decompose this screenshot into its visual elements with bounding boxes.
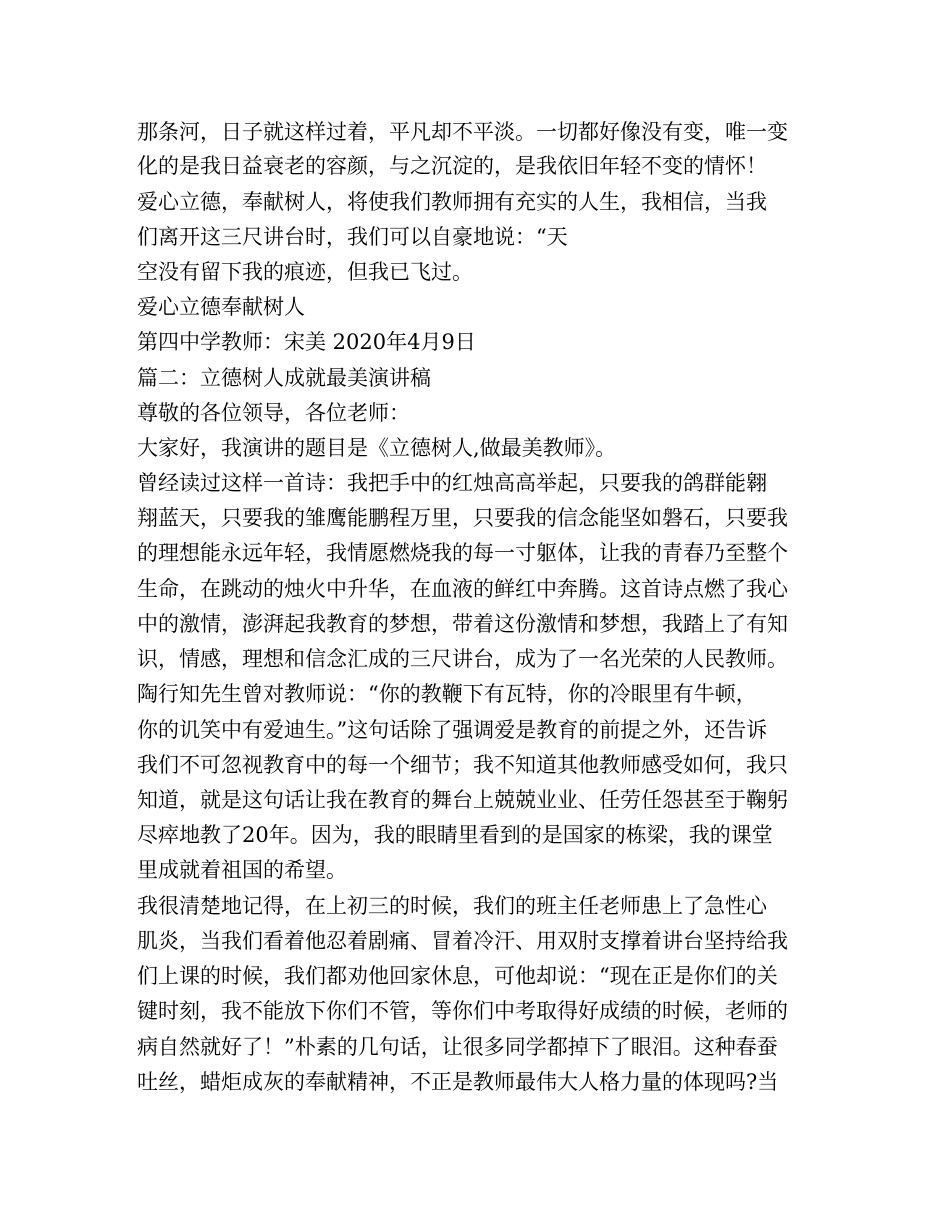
- text-line: 你的讥笑中有爱迪生。”这句话除了强调爱是教育的前提之外，还告诉: [137, 718, 768, 742]
- signature-title: 爱心立德奉献树人: [137, 295, 305, 319]
- text-line: 知道，就是这句话让我在教育的舞台上兢兢业业、任劳任怨甚至于鞠躬: [137, 788, 788, 812]
- text-line: 中的激情，澎湃起我教育的梦想，带着这份激情和梦想，我踏上了有知: [137, 612, 788, 636]
- text-line: 吐丝，蜡炬成灰的奉献精神，不正是教师最伟大人格力量的体现吗?当: [137, 1070, 779, 1094]
- text-line: 的理想能永远年轻，我情愿燃烧我的每一寸躯体，让我的青春乃至整个: [137, 541, 788, 565]
- text-line: 空没有留下我的痕迹，但我已飞过。: [137, 260, 473, 284]
- signature-author-date: 第四中学教师：宋美 2020年4月9日: [137, 330, 476, 354]
- text-line: 那条河，日子就这样过着，平凡却不平淡。一切都好像没有变，唯一变: [137, 120, 788, 144]
- text-line: 识，情感，理想和信念汇成的三尺讲台，成为了一名光荣的人民教师。: [137, 647, 788, 671]
- salutation: 尊敬的各位领导，各位老师：: [137, 401, 410, 425]
- text-line: 键时刻，我不能放下你们不管，等你们中考取得好成绩的时候，老师的: [137, 999, 788, 1023]
- text-line: 我很清楚地记得，在上初三的时候，我们的班主任老师患上了急性心: [137, 894, 767, 918]
- section-heading: 篇二：立德树人成就最美演讲稿: [137, 366, 431, 390]
- text-line: 化的是我日益衰老的容颜，与之沉淀的，是我依旧年轻不变的情怀！: [137, 154, 767, 178]
- text-line: 爱心立德，奉献树人，将使我们教师拥有充实的人生，我相信，当我: [137, 190, 767, 214]
- text-line: 大家好，我演讲的题目是《立德树人,做最美教师》。: [137, 436, 617, 460]
- text-line: 们离开这三尺讲台时，我们可以自豪地说：“天: [137, 225, 568, 249]
- text-line: 们上课的时候，我们都劝他回家休息，可他却说：“现在正是你们的关: [137, 964, 778, 988]
- text-line: 翔蓝天，只要我的雏鹰能鹏程万里，只要我的信念能坚如磐石，只要我: [137, 506, 788, 530]
- text-line: 我们不可忽视教育中的每一个细节；我不知道其他教师感受如何，我只: [137, 753, 788, 777]
- text-line: 生命，在跳动的烛火中升华，在血液的鲜红中奔腾。这首诗点燃了我心: [137, 577, 788, 601]
- text-line: 陶行知先生曾对教师说：“你的教鞭下有瓦特，你的冷眼里有牛顿，: [137, 682, 757, 706]
- text-line: 里成就着祖国的希望。: [137, 858, 347, 882]
- text-line: 尽瘁地教了20年。因为，我的眼睛里看到的是国家的栋梁，我的课堂: [137, 823, 773, 847]
- text-line: 病自然就好了！”朴素的几句话，让很多同学都掉下了眼泪。这种春蚕: [137, 1035, 778, 1059]
- text-line: 肌炎，当我们看着他忍着剧痛、冒着冷汗、用双肘支撑着讲台坚持给我: [137, 929, 788, 953]
- text-line: 曾经读过这样一首诗：我把手中的红烛高高举起，只要我的鸽群能翱: [137, 471, 767, 495]
